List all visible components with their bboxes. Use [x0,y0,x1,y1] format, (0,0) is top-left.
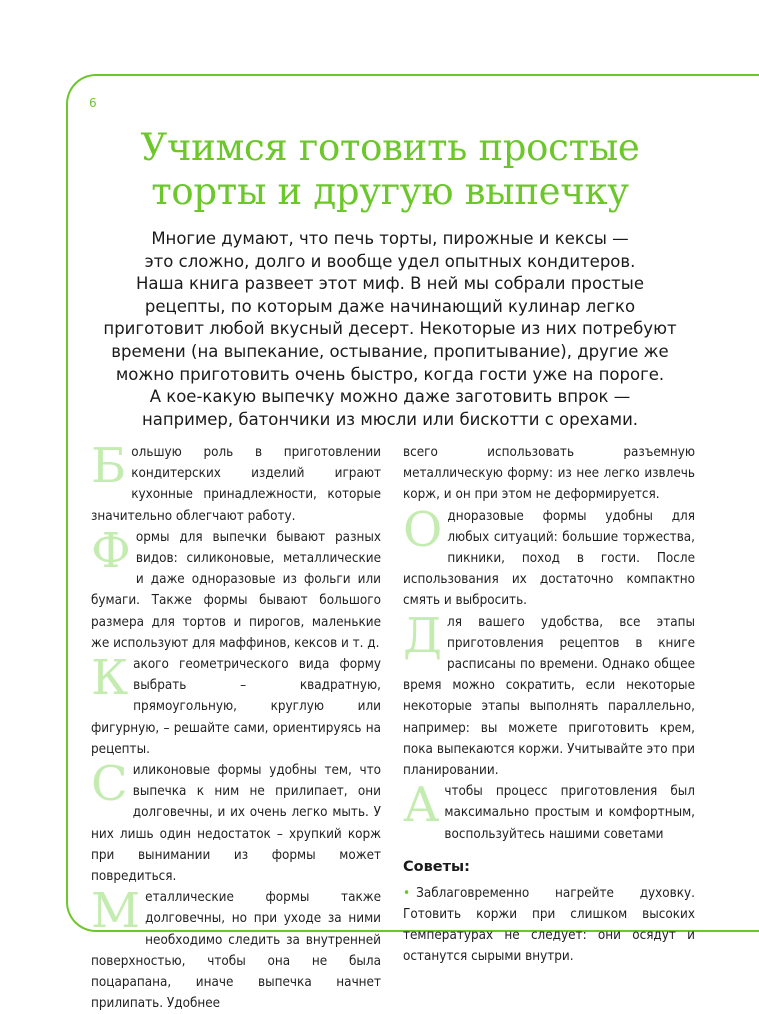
paragraph-baking-forms [91,522,381,654]
intro-line: А кое-какую выпечку можно даже заготовить впрок — [149,387,631,407]
paragraph-metal-forms [91,883,381,1014]
left-column [91,438,381,1014]
paragraph-text: ольшую роль в приготовлении кондитерских изделий играют кухонные принадлежности, которые значительно облегчают работу. [91,445,381,524]
paragraph-advice-intro [403,777,695,845]
paragraph-timing [403,607,695,782]
paragraph-kitchen-tools [91,438,381,527]
page-title [90,126,690,214]
tip-item [403,883,695,968]
drop-cap: О [403,501,443,558]
paragraph-text: чтобы процесс приготовления был максимально простым и комфортным, воспользуйтесь нашими советами [444,784,695,842]
intro-line: можно приготовить очень быстро, когда гости уже на пороге. [115,364,665,384]
title-line: Учимся готовить простые [140,126,640,169]
paragraph-continuation: всего использовать разъемную металлическую форму: из нее легко извлечь корж, и он при этом не деформируется. [403,445,695,503]
drop-cap: А [403,777,440,834]
paragraph-text: ормы для выпечки бывают разных видов: силиконовые, металлические и даже одноразовые из фольги или бумаги. Также формы бывают большого размера для тортов и пирогов, маленькие же используют для маффинов, кексов и т. д. [91,529,381,651]
drop-cap: Ф [91,522,131,579]
intro-text [85,228,695,431]
drop-cap: Д [403,607,443,664]
paragraph-text: дноразовые формы удобны для любых ситуаций: большие торжества, пикники, поход в гости. После использования их достаточно компактно смять и выбросить. [403,508,695,609]
intro-line: рецепты, по которым даже начинающий кулинар легко [144,296,636,316]
intro-line: времени (на выпекание, остывание, пропитывание), другие же [111,341,669,361]
tips-heading: Советы: [403,858,470,875]
intro-line: приготовит любой вкусный десерт. Некоторые из них потребуют [103,319,677,339]
paragraph-text: акого геометрического вида форму выбрать – квадратную, прямоугольную, круглую или фигурную, – решайте сами, ориентируясь на рецепты. [91,657,381,757]
intro-line: например, батончики из мюсли или бискотти с орехами. [141,409,639,429]
paragraph-text: еталлические формы также долговечны, но при уходе за ними необходимо следить за внутренней поверхностью, чтобы она не была поцарапана, иначе выпечка начнет прилипать. Удобнее [91,890,381,1012]
drop-cap: М [91,883,141,940]
paragraph-silicone-forms [91,756,381,887]
page-number: 6 [89,96,97,110]
tip-text: Заблаговременно нагрейте духовку. Готовить коржи при слишком высоких температурах не следует: они осядут и останутся сырыми внутри. [403,885,695,965]
paragraph-form-shape [91,650,381,760]
right-column [403,442,695,968]
intro-line: это сложно, долго и вообще удел опытных кондитеров. [144,251,636,271]
paragraph-text: иликоновые формы удобны тем, что выпечка к ним не прилипает, они долговечны, и их очень легко мыть. У них лишь один недостаток – хрупкий корж при вынимании из формы может повредиться. [91,763,381,885]
title-line: торты и другую выпечку [151,170,629,213]
drop-cap: С [91,756,128,813]
drop-cap: К [91,650,129,707]
paragraph-text: ля вашего удобства, все этапы приготовления рецептов в книге расписаны по времени. Однако общее время можно сократить, если некоторые некоторые этапы выполнять параллельно, например: вы можете приготовить крем, пока выпекаются коржи. Учитывайте это при планировании. [403,614,695,779]
intro-line: Многие думают, что печь торты, пирожные и кексы — [151,229,629,248]
intro-line: Наша книга развеет этот миф. В ней мы собрали простые [136,274,644,294]
bullet-icon: • [403,885,411,901]
paragraph-disposable-forms [403,501,695,612]
drop-cap: Б [91,438,127,494]
